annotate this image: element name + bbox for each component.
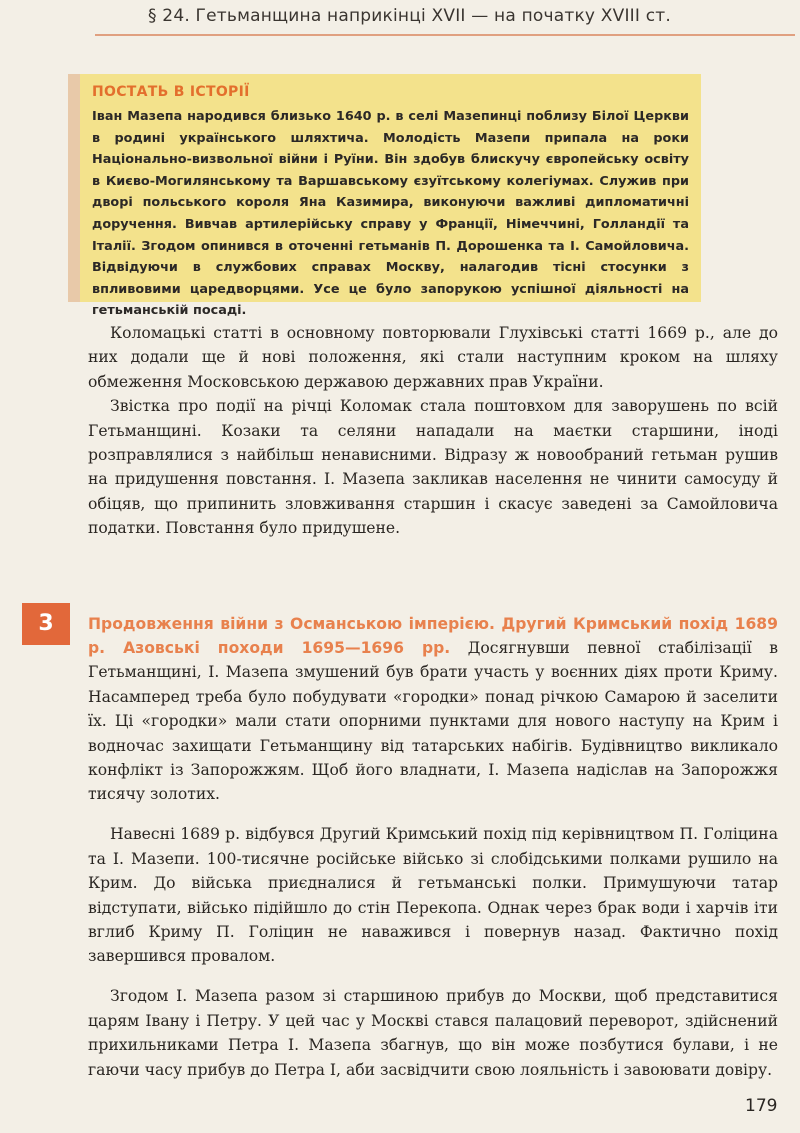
section-3: [88, 596, 778, 1098]
paragraph: [88, 984, 778, 1082]
section-lead-paragraph: [88, 612, 778, 807]
paragraph-text: Навесні 1689 р. відбувся Другий Кримський похід під керівництвом П. Голіцина та І. Мазепи. 100-тисячне російське військо зі слобідськими полками рушило на Крим. До війська приєдналися й гетьманські полки. Примушуючи татар відступати, військо підійшло до стін Перекопа. Однак через брак води і харчів іти вглиб Криму П. Голіцин не наважився і повернув назад. Фактично похід завершився провалом.: [88, 825, 778, 966]
paragraph: [88, 321, 778, 394]
chapter-title: § 24. Гетьманщина наприкінці XVII — на початку XVIII ст.: [148, 6, 671, 26]
paragraph-text: Згодом І. Мазепа разом зі старшиною прибув до Москви, щоб представитися царям Івану і Петру. У цей час у Москві стався палацовий переворот, здійснений прихильниками Петра І. Мазепа збагнув, що він може позбутися булави, і не гаючи часу прибув до Петра І, аби засвідчити свою лояльність і завоювати довіру.: [88, 987, 778, 1079]
figure-box-heading: ПОСТАТЬ В ІСТОРІЇ: [92, 84, 250, 100]
paragraph-text: Звістка про події на річці Коломак стала поштовхом для заворушень по всій Гетьманщині. Козаки та селяни нападали на маєтки старшини, іноді розправлялися з найбільш ненависними. Відразу ж новообраний гетьман рушив на придушення повстання. І. Мазепа закликав населення не чинити самосуду й обіцяв, що припинить зловживання старшин і скасує заведені за Самойловича податки. Повстання було придушене.: [88, 397, 778, 538]
page-header: [0, 0, 800, 38]
body-paragraphs: [88, 321, 778, 541]
paragraph: [88, 394, 778, 540]
section-title: Продовження війни з Османською імперією. Другий Кримський похід 1689 р. Азовські походи 1695—1696 рр.: [88, 614, 778, 657]
paragraph: [88, 822, 778, 968]
paragraph-text: Коломацькі статті в основному повторювали Глухівські статті 1669 р., але до них додали ще й нові положення, які стали наступним кроком на шляху обмеження Московською державою державних прав України.: [88, 324, 778, 391]
figure-box-text: Іван Мазепа народився близько 1640 р. в селі Мазепинці поблизу Білої Церкви в родині українського шляхтича. Молодість Мазепи припала на роки Національно-визвольної війни і Руїни. Він здобув блискучу європейську освіту в Києво-Могилянському та Варшавському єзуїтському колегіумах. Служив при дворі польського короля Яна Казимира, виконуючи важливі дипломатичні доручення. Вивчав артилерійську справу у Франції, Німеччині, Голландії та Італії. Згодом опинився в оточенні гетьманів П. Дорошенка та І. Самойловича. Відвідуючи в службових справах Москву, налагодив тісні стосунки з впливовими царедворцями. Усе це було запорукою успішної діяльності на гетьманській посаді.: [92, 109, 689, 319]
section-lead-text: Досягнувши певної стабілізації в Гетьманщині, І. Мазепа змушений був брати участь у воєнних діях проти Криму. Насамперед треба було побудувати «городки» понад річкою Самарою й заселити їх. Ці «городки» мали стати опорними пунктами для нового наступу на Крим і водночас захищати Гетьманщину від татарських набігів. Будівництво викликало конфлікт із Запорожжям. Щоб його владнати, І. Мазепа надіслав на Запорожжя тисячу золотих.: [88, 639, 778, 804]
header-divider: [95, 34, 795, 36]
page-number: 179: [745, 1096, 778, 1116]
section-number-badge: 3: [22, 603, 70, 645]
figure-in-history-box: [68, 74, 701, 319]
